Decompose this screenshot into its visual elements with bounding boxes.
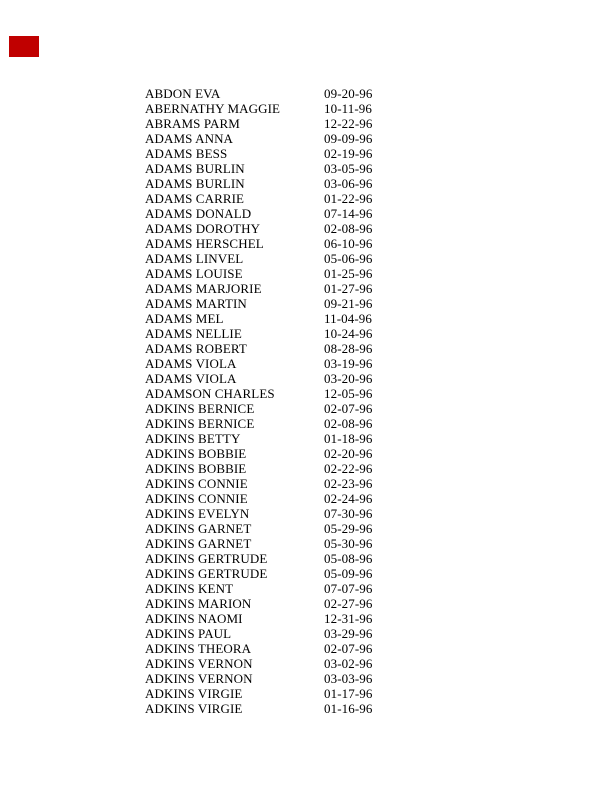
record-date: 03-02-96 [324,656,373,671]
person-name: ADKINS BERNICE [145,416,255,431]
record-date: 01-22-96 [324,191,373,206]
record-row [145,326,372,341]
person-name: ADKINS CONNIE [145,476,248,491]
person-name: ADKINS GERTRUDE [145,551,268,566]
record-date: 03-29-96 [324,626,373,641]
record-date: 10-11-96 [324,101,372,116]
record-row [145,596,372,611]
record-date: 09-21-96 [324,296,373,311]
record-row [145,236,372,251]
person-name: ADAMS VIOLA [145,356,237,371]
record-date: 09-20-96 [324,86,373,101]
person-name: ADAMS DONALD [145,206,252,221]
record-row [145,191,372,206]
record-date: 02-08-96 [324,416,373,431]
record-date: 03-06-96 [324,176,373,191]
record-row [145,146,372,161]
record-date: 12-31-96 [324,611,373,626]
record-date: 05-29-96 [324,521,373,536]
record-row [145,536,372,551]
red-highlight-mark [9,36,39,57]
name-date-list [145,86,372,716]
record-date: 07-30-96 [324,506,373,521]
person-name: ADAMS MARJORIE [145,281,262,296]
record-row [145,131,372,146]
record-date: 07-14-96 [324,206,373,221]
person-name: ADKINS BETTY [145,431,241,446]
person-name: ADAMS MARTIN [145,296,247,311]
record-row [145,431,372,446]
person-name: ADAMS BURLIN [145,176,245,191]
record-row [145,296,372,311]
record-row [145,386,372,401]
person-name: ADKINS VIRGIE [145,686,243,701]
person-name: ADKINS PAUL [145,626,232,641]
record-date: 02-07-96 [324,401,373,416]
record-row [145,686,372,701]
person-name: ADKINS THEORA [145,641,252,656]
person-name: ADAMS ANNA [145,131,234,146]
record-row [145,656,372,671]
record-row [145,566,372,581]
record-date: 06-10-96 [324,236,373,251]
record-row [145,506,372,521]
record-date: 07-07-96 [324,581,373,596]
record-date: 02-07-96 [324,641,373,656]
record-row [145,161,372,176]
record-row [145,491,372,506]
record-row [145,341,372,356]
record-row [145,416,372,431]
record-date: 08-28-96 [324,341,373,356]
person-name: ADKINS VERNON [145,656,253,671]
person-name: ADAMS HERSCHEL [145,236,264,251]
record-row [145,101,372,116]
record-date: 01-27-96 [324,281,373,296]
record-date: 03-03-96 [324,671,373,686]
person-name: ADKINS VIRGIE [145,701,243,716]
record-date: 02-24-96 [324,491,373,506]
record-date: 11-04-96 [324,311,372,326]
person-name: ADAMS ROBERT [145,341,247,356]
record-date: 05-08-96 [324,551,373,566]
record-row [145,446,372,461]
person-name: ADKINS NAOMI [145,611,243,626]
record-date: 02-19-96 [324,146,373,161]
record-row [145,356,372,371]
record-date: 02-22-96 [324,461,373,476]
record-row [145,476,372,491]
record-date: 03-20-96 [324,371,373,386]
person-name: ABERNATHY MAGGIE [145,101,281,116]
record-row [145,311,372,326]
record-row [145,611,372,626]
record-date: 05-09-96 [324,566,373,581]
person-name: ADKINS EVELYN [145,506,250,521]
record-row [145,86,372,101]
person-name: ADAMS NELLIE [145,326,242,341]
record-row [145,266,372,281]
record-date: 10-24-96 [324,326,373,341]
record-date: 02-23-96 [324,476,373,491]
record-date: 01-17-96 [324,686,373,701]
record-date: 01-25-96 [324,266,373,281]
person-name: ADKINS BOBBIE [145,461,247,476]
record-date: 12-22-96 [324,116,373,131]
record-row [145,701,372,716]
record-row [145,461,372,476]
record-date: 02-27-96 [324,596,373,611]
record-date: 05-06-96 [324,251,373,266]
record-row [145,206,372,221]
record-row [145,116,372,131]
record-row [145,401,372,416]
record-date: 09-09-96 [324,131,373,146]
record-date: 01-16-96 [324,701,373,716]
person-name: ADKINS GARNET [145,521,252,536]
person-name: ADKINS BOBBIE [145,446,247,461]
person-name: ADAMSON CHARLES [145,386,275,401]
record-row [145,641,372,656]
record-date: 02-08-96 [324,221,373,236]
record-row [145,176,372,191]
record-date: 01-18-96 [324,431,373,446]
record-date: 03-05-96 [324,161,373,176]
person-name: ADKINS GARNET [145,536,252,551]
person-name: ADAMS LINVEL [145,251,244,266]
record-date: 12-05-96 [324,386,373,401]
person-name: ADKINS BERNICE [145,401,255,416]
person-name: ADAMS BURLIN [145,161,245,176]
person-name: ADKINS GERTRUDE [145,566,268,581]
person-name: ADKINS CONNIE [145,491,248,506]
record-row [145,581,372,596]
person-name: ABDON EVA [145,86,221,101]
record-date: 05-30-96 [324,536,373,551]
record-row [145,371,372,386]
record-row [145,521,372,536]
record-row [145,551,372,566]
record-row [145,251,372,266]
person-name: ADAMS LOUISE [145,266,243,281]
person-name: ADKINS MARION [145,596,252,611]
person-name: ADAMS VIOLA [145,371,237,386]
record-date: 03-19-96 [324,356,373,371]
person-name: ADAMS BESS [145,146,228,161]
person-name: ADAMS CARRIE [145,191,245,206]
person-name: ADKINS VERNON [145,671,253,686]
record-date: 02-20-96 [324,446,373,461]
record-row [145,281,372,296]
person-name: ADAMS DOROTHY [145,221,261,236]
person-name: ADAMS MEL [145,311,224,326]
person-name: ABRAMS PARM [145,116,240,131]
record-row [145,221,372,236]
record-row [145,626,372,641]
person-name: ADKINS KENT [145,581,234,596]
record-row [145,671,372,686]
